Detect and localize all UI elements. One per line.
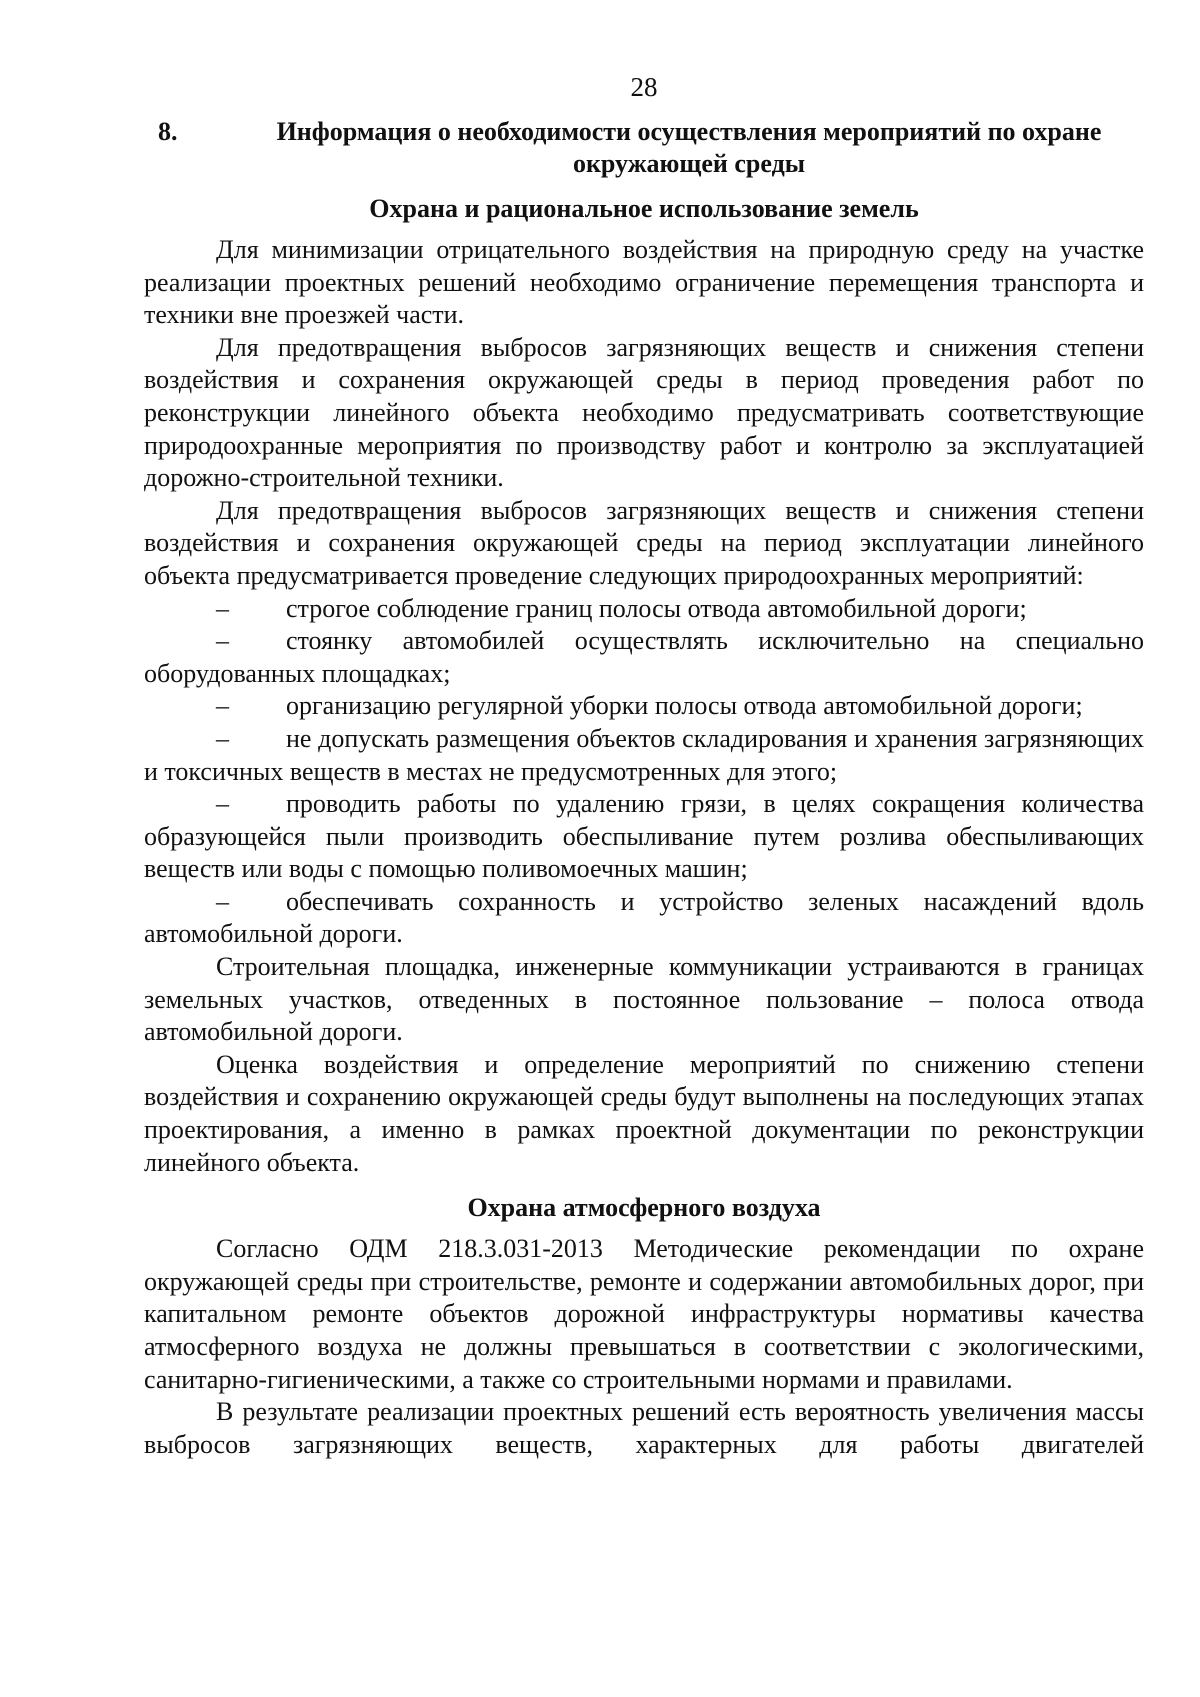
land-paragraph-5: Оценка воздействия и определение мероприятий по снижению степени воздействия и сохранению окружающей среды будут выполнены на последующих этапах проектирования, а именно в рамках проектной документации по реконструкции линейного объекта. [144,1049,1144,1177]
land-paragraph-2: Для предотвращения выбросов загрязняющих веществ и снижения степени воздействия и сохранения окружающей среды в период проведения работ по реконструкции линейного объекта необходимо предусматривать соответствующие природоохранные мероприятия по производству работ и контролю за эксплуатацией дорожно-строительной техники. [144,332,1144,493]
list-item-text: проводить работы по удалению грязи, в целях сокращения количества образующейся пыли производить обеспыливание путем розлива обеспыливающих веществ или воды с помощью поливомоечных машин; [144,789,1144,884]
list-dash: – [216,789,229,819]
list-item [144,723,1144,788]
land-paragraph-1: Для минимизации отрицательного воздействия на природную среду на участке реализации проектных решений необходимо ограничение перемещения транспорта и техники вне проезжей части. [144,235,1144,330]
list-dash: – [216,626,229,656]
list-item-text: обеспечивать сохранность и устройство зеленых насаждений вдоль автомобильной дороги. [144,886,1144,949]
list-item [144,593,1144,626]
list-item [144,690,1144,723]
list-item-text: организацию регулярной уборки полосы отвода автомобильной дороги; [286,691,1083,721]
section-title-text: Информация о необходимости осуществления мероприятий по охране окружающей среды [276,117,1102,178]
land-paragraph-4: Строительная площадка, инженерные коммуникации устраиваются в границах земельных участков, отведенных в постоянное пользование – полоса отвода автомобильной дороги. [144,952,1144,1047]
air-paragraph-2: В результате реализации проектных решений есть вероятность увеличения массы выбросов загрязняющих веществ, характерных для работы двигателей [144,1397,1144,1459]
list-dash: – [216,691,229,721]
air-paragraph-1: Согласно ОДМ 218.3.031-2013 Методические рекомендации по охране окружающей среды при строительстве, ремонте и содержании автомобильных дорог, при капитальном ремонте объектов дорожной инфраструктуры нормативы качества атмосферного воздуха не должны превышаться в соответствии с экологическими, санитарно-гигиеническими, а также со строительными нормами и правилами. [144,1234,1144,1394]
land-heading: Охрана и рациональное использование земель [369,194,919,223]
list-item [144,625,1144,690]
list-item [144,788,1144,886]
list-dash: – [216,593,229,623]
land-paragraph-3: Для предотвращения выбросов загрязняющих веществ и снижения степени воздействия и сохранения окружающей среды на период эксплуатации линейного объекта предусматривается проведение следующих природоохранных мероприятий: [144,495,1144,590]
list-item-text: не допускать размещения объектов складирования и хранения загрязняющих и токсичных веществ в местах не предусмотренных для этого; [144,723,1144,786]
list-dash: – [216,723,229,753]
air-heading: Охрана атмосферного воздуха [467,1193,821,1223]
page-number: 28 [630,72,658,102]
list-item-text: строгое соблюдение границ полосы отвода автомобильной дороги; [286,593,1027,623]
page-content [144,116,1144,1461]
section-title [144,116,1144,180]
section-number: 8. [158,117,178,146]
list-item [144,886,1144,951]
measures-list [144,593,1144,952]
list-item-text: стоянку автомобилей осуществлять исключительно на специально оборудованных площадках; [144,626,1144,688]
list-dash: – [216,886,229,916]
